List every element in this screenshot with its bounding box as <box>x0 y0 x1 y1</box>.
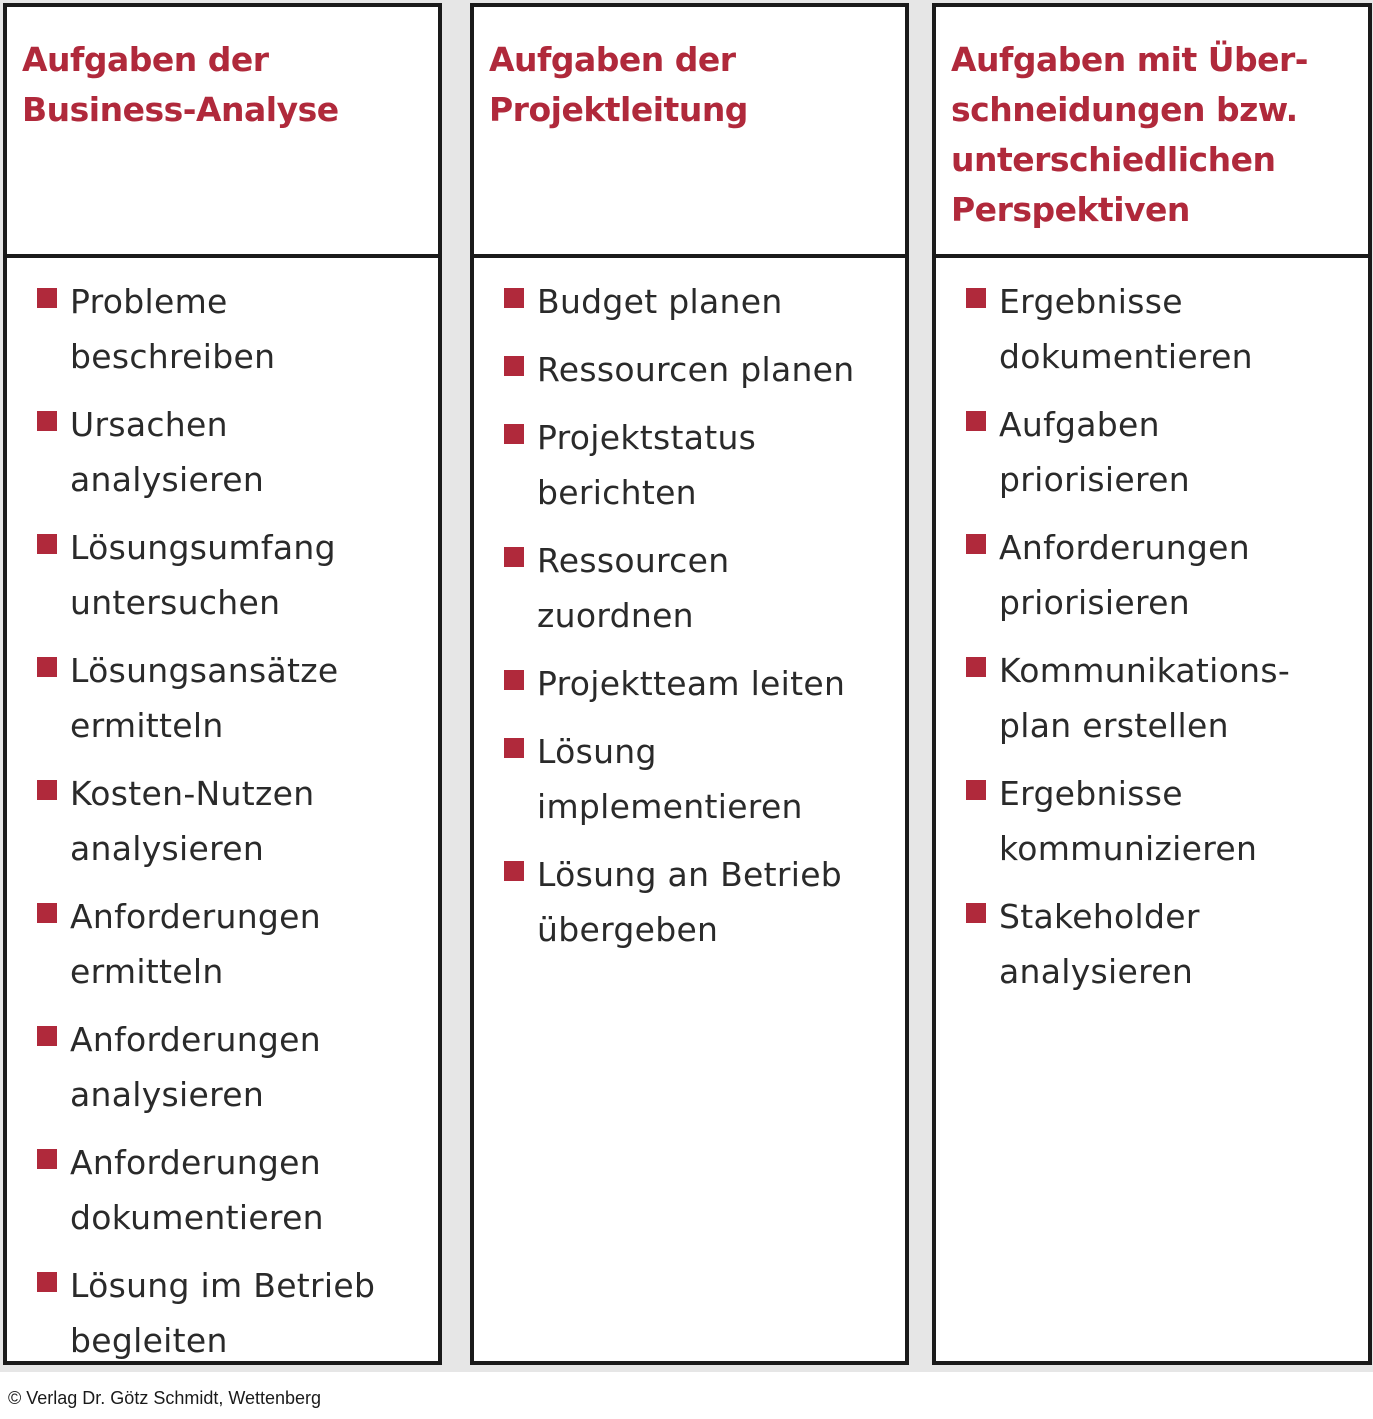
list-item-text: Lösung implementieren <box>537 732 803 826</box>
square-bullet-icon <box>504 738 524 758</box>
column-title: Aufgaben mit Über- schneidungen bzw. unterschiedlichen Perspektiven <box>951 40 1308 229</box>
list-item-text: Ergebnisse kommunizieren <box>999 774 1258 868</box>
list-item <box>37 520 430 630</box>
list-item <box>504 724 897 834</box>
square-bullet-icon <box>966 411 986 431</box>
copyright-notice: © Verlag Dr. Götz Schmidt, Wettenberg <box>8 1388 322 1408</box>
list-item <box>966 643 1360 753</box>
square-bullet-icon <box>966 288 986 308</box>
column-header <box>7 7 438 258</box>
square-bullet-icon <box>504 356 524 376</box>
square-bullet-icon <box>504 424 524 444</box>
list-item-text: Anforderungen analysieren <box>70 1020 321 1114</box>
list-item-text: Lösungsumfang untersuchen <box>70 528 336 622</box>
list-item <box>504 274 897 329</box>
square-bullet-icon <box>504 670 524 690</box>
column-header <box>474 7 905 258</box>
column-body <box>7 258 438 1361</box>
column-body <box>474 258 905 1361</box>
list-item-text: Ursachen analysieren <box>70 405 265 499</box>
list-item-text: Lösung im Betrieb begleiten <box>70 1266 376 1360</box>
list-item <box>37 1258 430 1368</box>
list-item <box>966 397 1360 507</box>
list-item-text: Budget planen <box>537 282 783 321</box>
list-item <box>37 766 430 876</box>
square-bullet-icon <box>37 1272 57 1292</box>
square-bullet-icon <box>966 780 986 800</box>
square-bullet-icon <box>37 411 57 431</box>
square-bullet-icon <box>504 861 524 881</box>
square-bullet-icon <box>504 547 524 567</box>
list-item-text: Anforderungen ermitteln <box>70 897 321 991</box>
list-item-text: Anforderungen dokumentieren <box>70 1143 324 1237</box>
list-item <box>504 410 897 520</box>
list-item <box>37 274 430 384</box>
list-item-text: Ergebnisse dokumentieren <box>999 282 1253 376</box>
list-item-text: Ressourcen zuordnen <box>537 541 730 635</box>
list-item <box>966 520 1360 630</box>
list-item-text: Projektteam leiten <box>537 664 846 703</box>
list-item-text: Probleme beschreiben <box>70 282 276 376</box>
square-bullet-icon <box>966 903 986 923</box>
list-item-text: Kommunikations- plan erstellen <box>999 651 1291 745</box>
square-bullet-icon <box>37 288 57 308</box>
list-item-text: Aufgaben priorisieren <box>999 405 1190 499</box>
list-item <box>504 847 897 957</box>
task-list <box>504 274 897 957</box>
task-list <box>37 274 430 1368</box>
square-bullet-icon <box>37 1026 57 1046</box>
square-bullet-icon <box>966 534 986 554</box>
square-bullet-icon <box>37 903 57 923</box>
column-project-management <box>470 3 909 1365</box>
list-item-text: Lösungsansätze ermitteln <box>70 651 339 745</box>
list-item <box>37 397 430 507</box>
column-business-analysis <box>3 3 442 1365</box>
list-item <box>966 766 1360 876</box>
list-item-text: Stakeholder analysieren <box>999 897 1200 991</box>
square-bullet-icon <box>37 1149 57 1169</box>
column-title: Aufgaben der Projektleitung <box>489 40 748 129</box>
list-item <box>504 342 897 397</box>
square-bullet-icon <box>37 534 57 554</box>
list-item <box>504 656 897 711</box>
column-header <box>936 7 1368 258</box>
square-bullet-icon <box>504 288 524 308</box>
square-bullet-icon <box>37 780 57 800</box>
list-item <box>504 533 897 643</box>
list-item <box>966 889 1360 999</box>
column-body <box>936 258 1368 1361</box>
list-item <box>37 643 430 753</box>
list-item-text: Anforderungen priorisieren <box>999 528 1250 622</box>
column-overlapping-tasks <box>932 3 1372 1365</box>
list-item <box>37 889 430 999</box>
list-item <box>966 274 1360 384</box>
task-list <box>966 274 1360 999</box>
list-item-text: Lösung an Betrieb übergeben <box>537 855 843 949</box>
square-bullet-icon <box>37 657 57 677</box>
list-item-text: Projektstatus berichten <box>537 418 757 512</box>
list-item <box>37 1135 430 1245</box>
list-item <box>37 1012 430 1122</box>
column-title: Aufgaben der Business-Analyse <box>22 40 339 129</box>
list-item-text: Ressourcen planen <box>537 350 855 389</box>
list-item-text: Kosten-Nutzen analysieren <box>70 774 315 868</box>
square-bullet-icon <box>966 657 986 677</box>
